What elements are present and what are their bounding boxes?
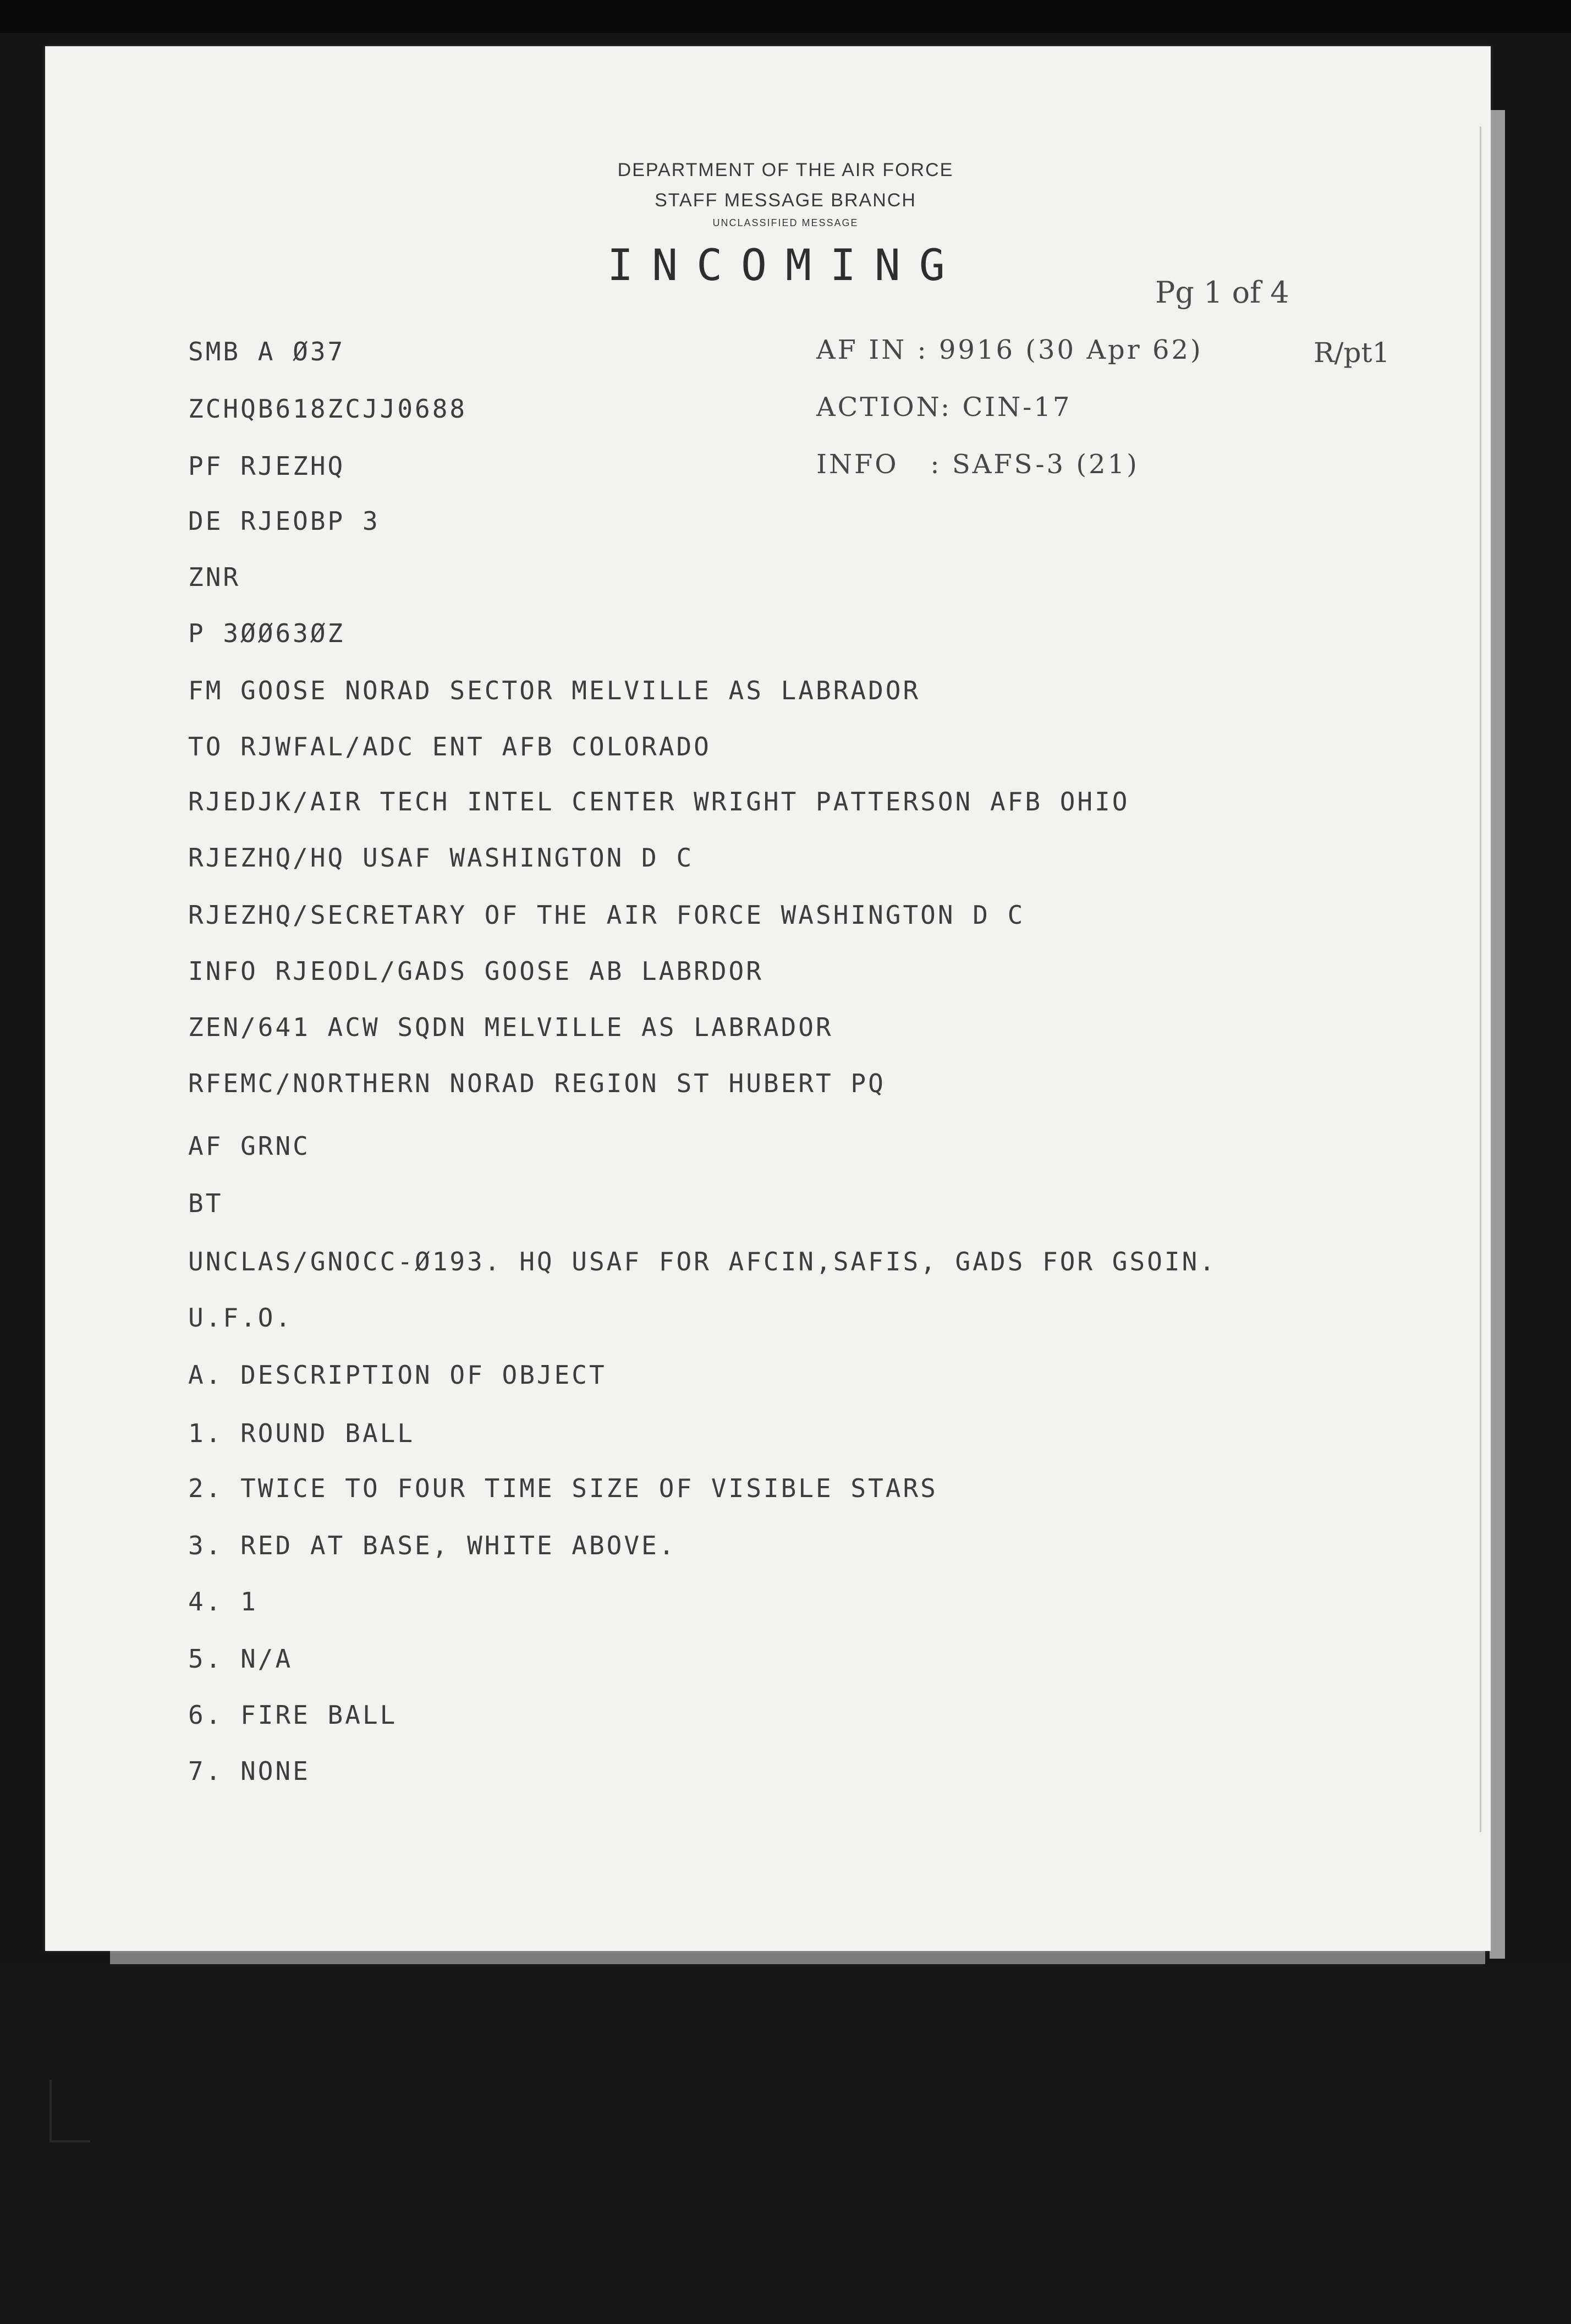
message-line: UNCLAS/GNOCC-Ø193. HQ USAF FOR AFCIN,SAFIS, GADS FOR GSOIN. [188, 1247, 1217, 1276]
info-code: INFO : SAFS-3 (21) [816, 449, 1139, 480]
department-header: DEPARTMENT OF THE AIR FORCE [617, 160, 954, 180]
margin-mark [50, 2080, 90, 2142]
sheet-shadow [1490, 110, 1505, 1959]
sheet-shadow-bottom [110, 1951, 1485, 1964]
message-line: U.F.O. [188, 1303, 293, 1333]
message-line: 3. RED AT BASE, WHITE ABOVE. [188, 1531, 677, 1560]
message-line: SMB A Ø37 [188, 337, 345, 366]
action-code: ACTION: CIN-17 [816, 392, 1072, 423]
message-line: INFO RJEODL/GADS GOOSE AB LABRDOR [188, 956, 763, 986]
incoming-title: INCOMING [607, 241, 964, 290]
message-line: A. DESCRIPTION OF OBJECT [188, 1360, 607, 1390]
message-line: RJEZHQ/SECRETARY OF THE AIR FORCE WASHINGTON D C [188, 900, 1025, 930]
message-line: RJEZHQ/HQ USAF WASHINGTON D C [188, 843, 694, 873]
message-line: DE RJEOBP 3 [188, 506, 380, 536]
part-indicator: R/pt1 [1314, 337, 1390, 369]
message-line: 1. ROUND BALL [188, 1418, 415, 1448]
message-line: PF RJEZHQ [188, 451, 345, 481]
message-line: ZEN/641 ACW SQDN MELVILLE AS LABRADOR [188, 1012, 833, 1042]
message-line: TO RJWFAL/ADC ENT AFB COLORADO [188, 732, 711, 761]
message-line: 2. TWICE TO FOUR TIME SIZE OF VISIBLE STARS [188, 1473, 938, 1503]
background-below-sheet [0, 1964, 1571, 2324]
message-line: 7. NONE [188, 1756, 310, 1786]
message-line: FM GOOSE NORAD SECTOR MELVILLE AS LABRADOR [188, 676, 921, 705]
margin-rule [1480, 127, 1481, 1832]
message-line: RJEDJK/AIR TECH INTEL CENTER WRIGHT PATTERSON AFB OHIO [188, 787, 1130, 816]
classification-label: UNCLASSIFIED MESSAGE [712, 217, 859, 228]
branch-header: STAFF MESSAGE BRANCH [655, 190, 916, 211]
message-line: 5. N/A [188, 1644, 293, 1674]
message-line: RFEMC/NORTHERN NORAD REGION ST HUBERT PQ [188, 1068, 886, 1098]
page-indicator: Pg 1 of 4 [1155, 275, 1289, 310]
message-line: 4. 1 [188, 1587, 258, 1616]
message-line: AF GRNC [188, 1131, 310, 1161]
message-line: 6. FIRE BALL [188, 1700, 398, 1730]
message-line: ZCHQB618ZCJJ0688 [188, 394, 468, 424]
film-edge [0, 0, 1571, 33]
message-line: BT [188, 1188, 223, 1218]
message-line: P 3ØØ63ØZ [188, 618, 345, 648]
message-line: ZNR [188, 562, 241, 592]
af-in-number: AF IN : 9916 (30 Apr 62) [816, 335, 1203, 365]
